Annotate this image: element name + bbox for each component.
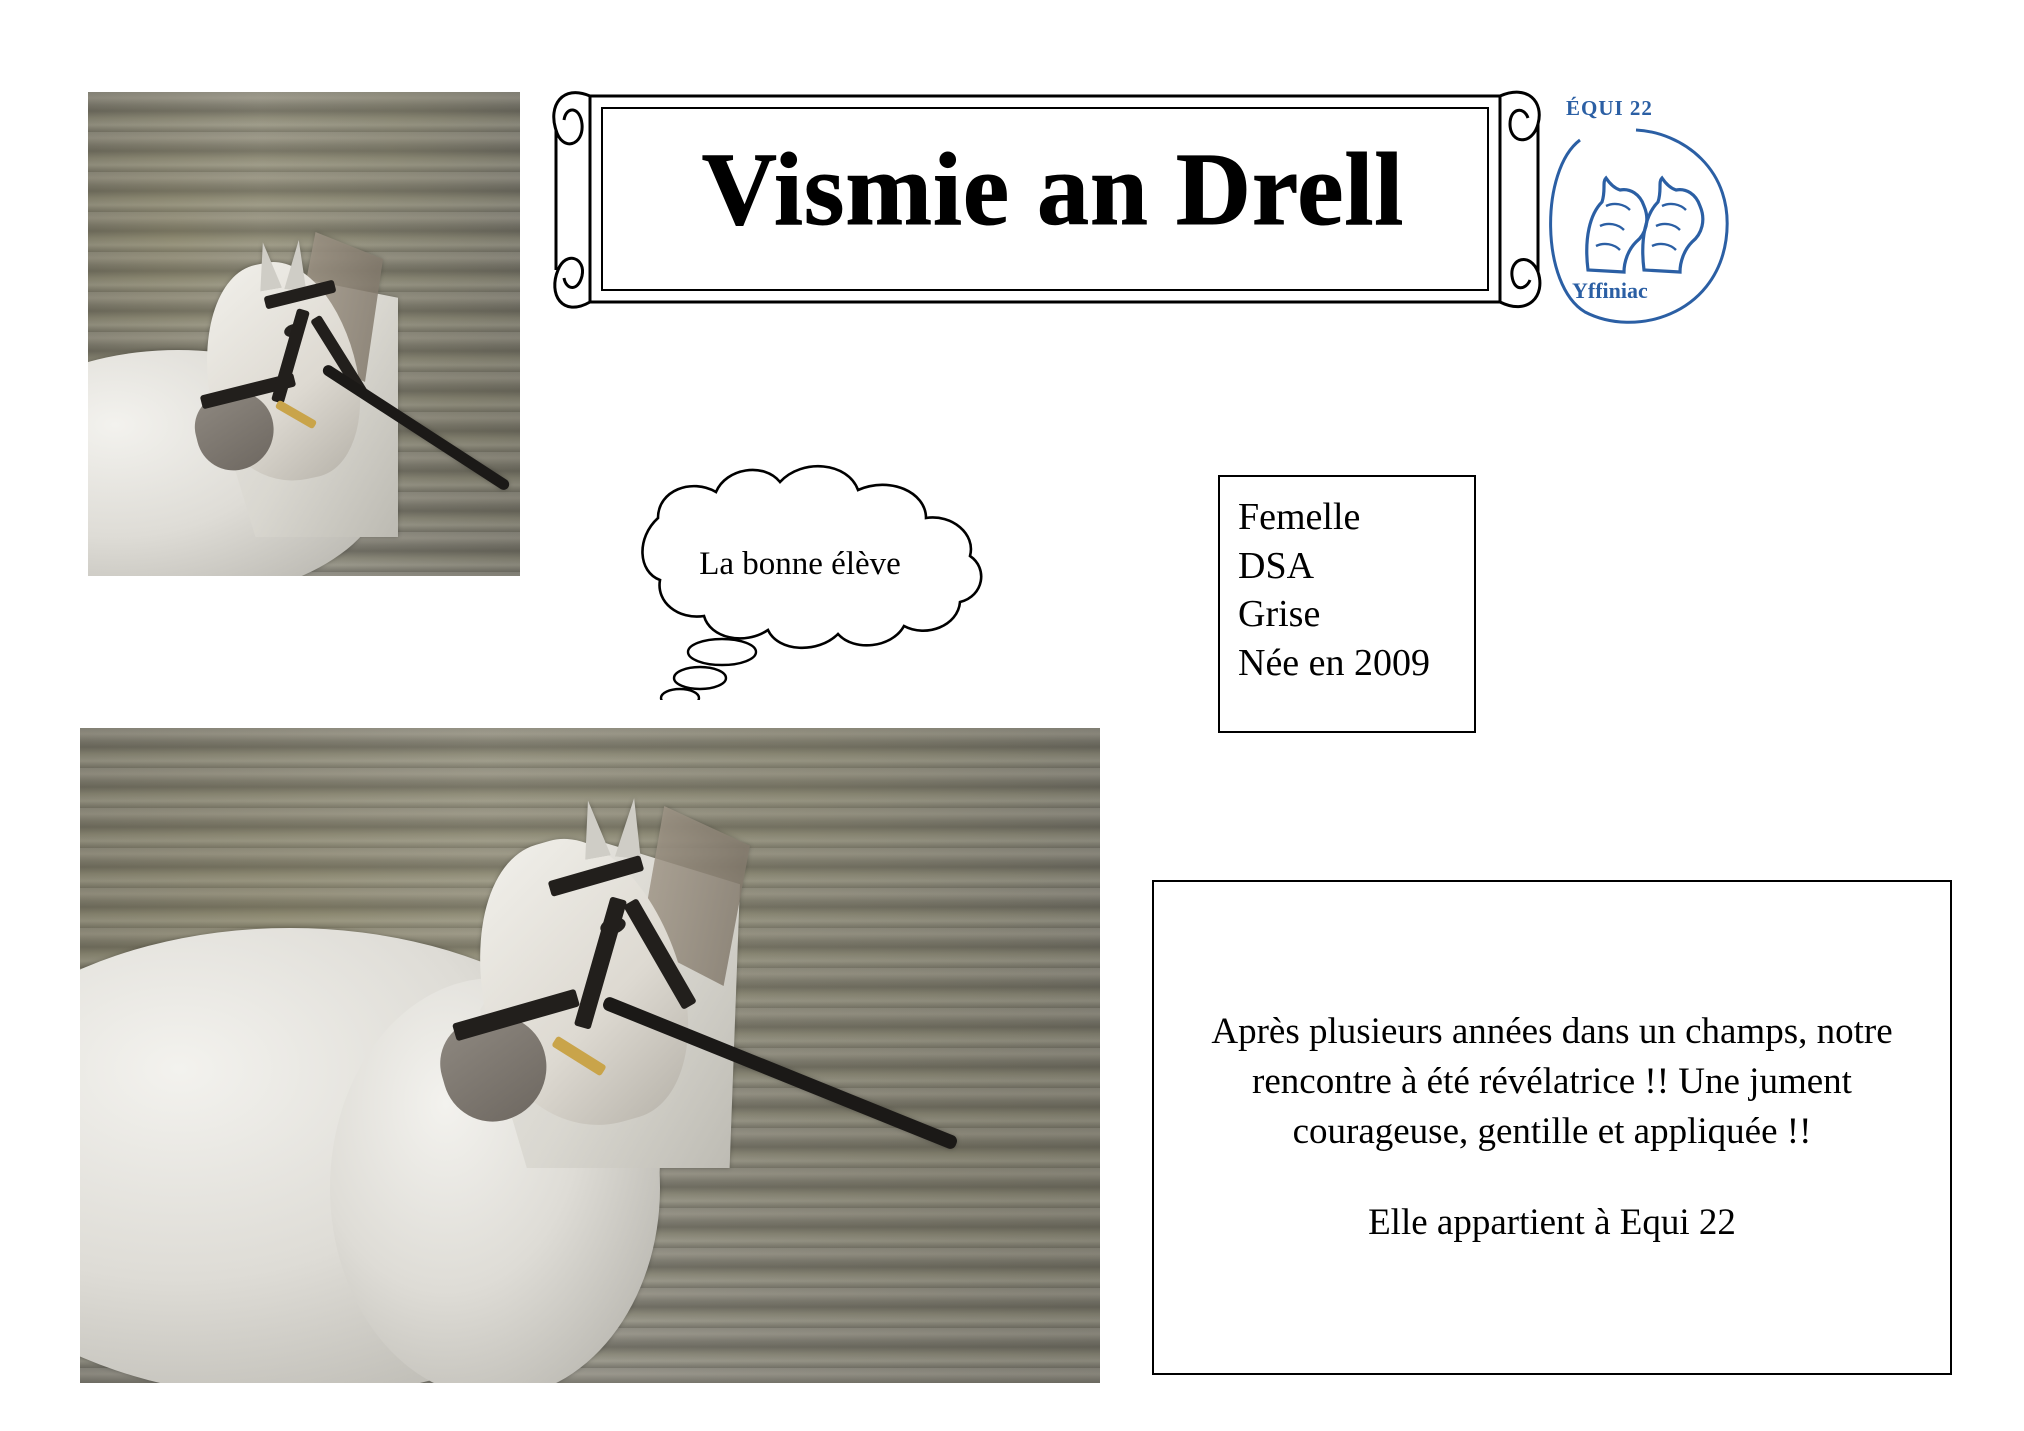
- horse-photo-head: [88, 92, 520, 576]
- thought-bubble: [540, 450, 1060, 700]
- horse-ear-right: [615, 797, 647, 859]
- description-paragraph-2: Elle appartient à Equi 22: [1368, 1202, 1736, 1244]
- horse-figure: [80, 728, 1100, 1383]
- thought-bubble-text: La bonne élève: [699, 546, 901, 582]
- horse-photo-body: [80, 728, 1100, 1383]
- logo-top-label: ÉQUI 22: [1566, 96, 1653, 120]
- two-horse-heads-icon: [1540, 110, 1740, 340]
- info-line-breed: DSA: [1238, 544, 1315, 587]
- horse-description-box: [1152, 880, 1952, 1375]
- equi22-logo: [1540, 96, 1740, 340]
- logo-bottom-label: Yffiniac: [1572, 278, 1648, 303]
- horse-info-box: [1218, 475, 1476, 733]
- info-line-color: Grise: [1238, 593, 1321, 636]
- horse-figure: [88, 92, 520, 576]
- description-paragraph-1: Après plusieurs années dans un champs, notre rencontre à été révélatrice !! Une jument courageuse, gentille et appliquée !!: [1211, 1011, 1893, 1152]
- info-line-sex: Femelle: [1238, 496, 1361, 538]
- title-banner: [548, 72, 1558, 362]
- info-line-birth-year: Née en 2009: [1238, 641, 1431, 684]
- page-title: Vismie an Drell: [701, 132, 1405, 247]
